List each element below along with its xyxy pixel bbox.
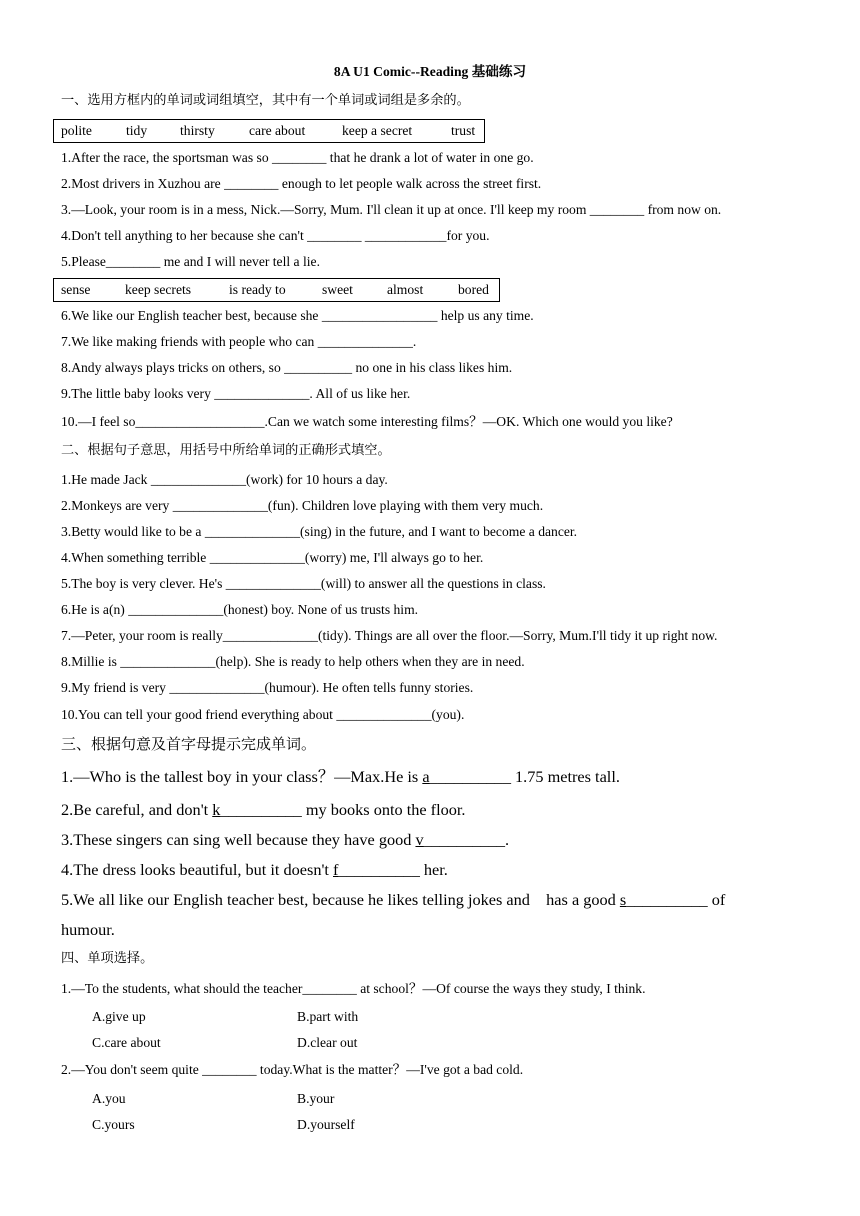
initial-letter-hint: v (415, 830, 424, 849)
mc-option: B.part with (297, 1009, 359, 1024)
s3-item-4: 4.The dress looks beautiful, but it doesn't f__________ her. (61, 860, 448, 879)
section4-heading: 四、单项选择。 (61, 951, 154, 966)
s2-item-2: 2.Monkeys are very ______________(fun). Children love playing with them very much. (61, 498, 544, 513)
mc-option: D.yourself (297, 1117, 355, 1132)
s1-item-4: 4.Don't tell anything to her because she can't ________ ____________for you. (61, 228, 490, 243)
mc-option: B.your (297, 1091, 335, 1106)
box2-word: bored (458, 282, 489, 297)
box1-word: care about (249, 123, 306, 138)
section3-heading: 三、根据句意及首字母提示完成单词。 (61, 735, 317, 753)
s2-item-1: 1.He made Jack ______________(work) for 10 hours a day. (61, 472, 388, 487)
box1-word: polite (61, 123, 92, 138)
s3-item-2: 2.Be careful, and don't k__________ my books onto the floor. (61, 800, 466, 819)
box1-word: tidy (126, 123, 148, 138)
s2-item-8: 8.Millie is ______________(help). She is ready to help others when they are in need. (61, 654, 525, 669)
mc-option: C.care about (92, 1035, 161, 1050)
s2-item-6: 6.He is a(n) ______________(honest) boy. None of us trusts him. (61, 602, 419, 617)
mc-option: C.yours (92, 1117, 135, 1132)
section1-heading: 一、选用方框内的单词或词组填空，其中有一个单词或词组是多余的。 (61, 93, 470, 108)
box2-word: sense (61, 282, 91, 297)
s1-item-5: 5.Please________ me and I will never tell a lie. (61, 254, 320, 269)
s2-item-3: 3.Betty would like to be a ______________(sing) in the future, and I want to become a dancer. (61, 524, 578, 539)
word-box-1 (53, 119, 485, 143)
word-box-2 (53, 278, 500, 302)
box1-word: thirsty (180, 123, 215, 138)
s2-item-10: 10.You can tell your good friend everything about ______________(you). (61, 707, 465, 722)
mc-option: A.give up (92, 1009, 146, 1024)
s1-item-1: 1.After the race, the sportsman was so ________ that he drank a lot of water in one go. (61, 150, 534, 165)
initial-letter-hint: a (422, 767, 430, 786)
mc-option: D.clear out (297, 1035, 358, 1050)
s2-item-9: 9.My friend is very ______________(humour). He often tells funny stories. (61, 680, 474, 695)
box1-word: keep a secret (342, 123, 413, 138)
box2-word: keep secrets (125, 282, 192, 297)
initial-letter-hint: f (333, 860, 339, 879)
box1-word: trust (451, 123, 476, 138)
initial-letter-hint: k (212, 800, 221, 819)
box2-word: sweet (322, 282, 353, 297)
section2-heading: 二、根据句子意思，用括号中所给单词的正确形式填空。 (61, 443, 391, 458)
box2-word: almost (387, 282, 424, 297)
s1-item-6: 6.We like our English teacher best, because she _________________ help us any time. (61, 308, 534, 323)
s2-item-4: 4.When something terrible ______________(worry) me, I'll always go to her. (61, 550, 484, 565)
page-title: 8A U1 Comic--Reading 基础练习 (333, 64, 527, 79)
s2-item-7: 7.—Peter, your room is really______________(tidy). Things are all over the floor.—Sorry, Mum.I'll tidy it up right now. (61, 628, 718, 643)
s1-item-3: 3.—Look, your room is in a mess, Nick.—Sorry, Mum. I'll clean it up at once. I'll keep my room ________ from now on. (61, 202, 722, 217)
s3-item-1: 1.—Who is the tallest boy in your class？—Max.He is a__________ 1.75 metres tall. (61, 767, 620, 786)
s1-item-7: 7.We like making friends with people who can ______________. (61, 334, 417, 349)
mc-question-2: 2.—You don't seem quite ________ today.What is the matter？—I've got a bad cold. (61, 1062, 524, 1077)
s2-item-5: 5.The boy is very clever. He's ______________(will) to answer all the questions in class. (61, 576, 546, 591)
s1-item-8: 8.Andy always plays tricks on others, so __________ no one in his class likes him. (61, 360, 513, 375)
mc-question-1: 1.—To the students, what should the teacher________ at school？—Of course the ways they study, I think. (61, 981, 646, 996)
s1-item-2: 2.Most drivers in Xuzhou are ________ enough to let people walk across the street first. (61, 176, 542, 191)
mc-option: A.you (92, 1091, 126, 1106)
s3-item-3: 3.These singers can sing well because they have good v__________. (61, 830, 510, 849)
s3-item-5-continuation: humour. (61, 920, 115, 939)
initial-letter-hint: s (619, 890, 627, 909)
s3-item-5: 5.We all like our English teacher best, because he likes telling jokes and has a good s__________ of (61, 890, 726, 909)
s1-item-9: 9.The little baby looks very ______________. All of us like her. (61, 386, 411, 401)
box2-word: is ready to (229, 282, 286, 297)
s1-item-10: 10.—I feel so___________________.Can we watch some interesting films？—OK. Which one would you like? (61, 414, 673, 429)
